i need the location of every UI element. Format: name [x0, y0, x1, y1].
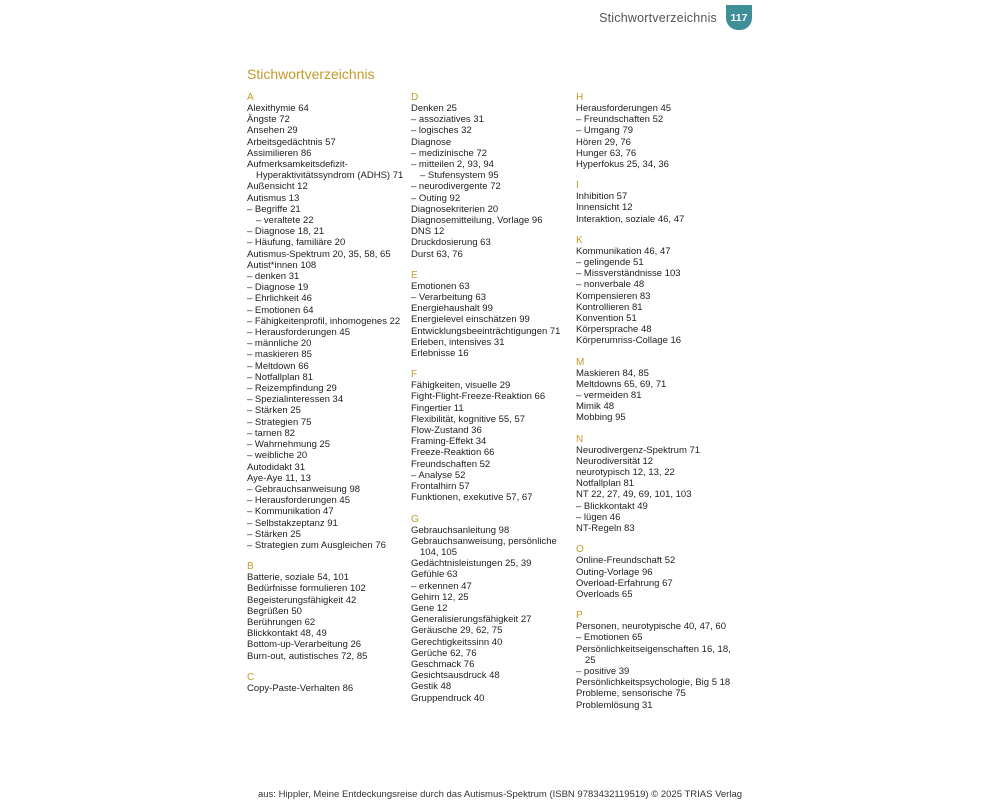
index-entry: Begrüßen 50: [247, 605, 302, 617]
index-entry: – gelingende 51: [576, 257, 644, 269]
index-entry: – Emotionen 64: [247, 304, 314, 316]
index-entry: – Verarbeitung 63: [411, 292, 487, 304]
index-entry: – Stärken 25: [247, 528, 301, 540]
index-entry: – Diagnose 19: [247, 282, 309, 294]
index-entry: Outing-Vorlage 96: [576, 566, 653, 578]
index-letter-heading: B: [247, 561, 254, 573]
index-entry: – Herausforderungen 45: [247, 495, 350, 507]
index-entry: Autismus 13: [247, 192, 300, 204]
index-entry: – Outing 92: [411, 192, 461, 204]
index-entry: Entwicklungsbeeinträchtigungen 71: [411, 325, 561, 337]
index-entry: – erkennen 47: [411, 580, 472, 592]
index-entry: – mitteilen 2, 93, 94: [411, 159, 494, 171]
index-entry: Notfallplan 81: [576, 478, 635, 490]
index-entry: Gehirn 12, 25: [411, 591, 469, 603]
index-entry: Autist*innen 108: [247, 259, 317, 271]
index-entry: – vermeiden 81: [576, 390, 642, 402]
index-entry: Außensicht 12: [247, 181, 308, 193]
index-entry: Geschmack 76: [411, 658, 475, 670]
index-entry: – nonverbale 48: [576, 279, 645, 291]
index-entry: Gebrauchsanleitung 98: [411, 524, 510, 536]
index-letter-heading: O: [576, 544, 584, 556]
index-entry: Maskieren 84, 85: [576, 367, 649, 379]
index-entry: – Umgang 79: [576, 125, 634, 137]
index-entry: Gene 12: [411, 602, 448, 614]
index-entry: neurotypisch 12, 13, 22: [576, 467, 675, 479]
index-entry: Inhibition 57: [576, 191, 628, 203]
index-entry: Fight-Flight-Freeze-Reaktion 66: [411, 391, 546, 403]
index-entry: – Blickkontakt 49: [576, 500, 648, 512]
index-entry: Frontalhirn 57: [411, 481, 470, 493]
index-entry: – Strategien 75: [247, 416, 312, 428]
index-entry: Online-Freundschaft 52: [576, 555, 676, 567]
index-entry: – denken 31: [247, 271, 300, 283]
index-entry: – maskieren 85: [247, 349, 312, 361]
index-entry: – Stärken 25: [247, 405, 301, 417]
index-entry: Diagnosekriterien 20: [411, 203, 499, 215]
index-entry: Energiehaushalt 99: [411, 303, 493, 315]
index-entry: Gefühle 63: [411, 569, 458, 581]
index-entry: Bedürfnisse formulieren 102: [247, 583, 366, 595]
index-entry: – tarnen 82: [247, 427, 296, 439]
index-entry: – medizinische 72: [411, 147, 488, 159]
index-entry: NT 22, 27, 49, 69, 101, 103: [576, 489, 692, 501]
index-entry: – Diagnose 18, 21: [247, 226, 325, 238]
index-entry: – Notfallplan 81: [247, 371, 314, 383]
index-entry: Aye-Aye 11, 13: [247, 472, 311, 484]
index-entry: Kommunikation 46, 47: [576, 245, 671, 257]
index-letter-heading: F: [411, 369, 418, 381]
index-entry: Flow-Zustand 36: [411, 425, 482, 437]
index-entry: Energielevel einschätzen 99: [411, 314, 530, 326]
index-entry: Durst 63, 76: [411, 248, 463, 260]
index-entry: – Begriffe 21: [247, 203, 301, 215]
index-entry: Diagnose: [411, 136, 452, 148]
index-entry: – Emotionen 65: [576, 632, 643, 644]
index-entry: Druckdosierung 63: [411, 237, 491, 249]
index-entry: Meltdowns 65, 69, 71: [576, 378, 667, 390]
index-entry: Hunger 63, 76: [576, 147, 637, 159]
index-entry: Erlebnisse 16: [411, 348, 469, 360]
index-entry: Generalisierungsfähigkeit 27: [411, 614, 532, 626]
index-entry: Aufmerksamkeitsdefizit-Hyperaktivitätssyndrom (ADHS) 71: [247, 159, 404, 182]
index-entry: – Reizempfindung 29: [247, 383, 337, 395]
index-entry: Bottom-up-Verarbeitung 26: [247, 639, 362, 651]
index-entry: Freundschaften 52: [411, 458, 491, 470]
index-entry: Berührungen 62: [247, 616, 316, 628]
index-entry: Herausforderungen 45: [576, 103, 672, 114]
index-entry: Ängste 72: [247, 114, 290, 126]
index-letter-heading: I: [576, 180, 579, 192]
index-entry: – Herausforderungen 45: [247, 327, 350, 339]
index-entry: Gesichtsausdruck 48: [411, 670, 500, 682]
index-entry: Gestik 48: [411, 681, 452, 693]
index-letter-heading: K: [576, 234, 583, 246]
index-entry: Geräusche 29, 62, 75: [411, 625, 503, 637]
index-entry: – Wahrnehmung 25: [247, 439, 331, 451]
index-entry: Erleben, intensives 31: [411, 336, 505, 348]
index-entry: Overloads 65: [576, 588, 633, 600]
index-entry: – lügen 46: [576, 511, 621, 523]
index-entry: – männliche 20: [247, 338, 312, 350]
index-entry: Autodidakt 31: [247, 461, 306, 473]
index-letter-heading: E: [411, 269, 418, 281]
index-entry: – Missverständnisse 103: [576, 268, 681, 280]
index-entry: Emotionen 63: [411, 280, 470, 292]
index-entry: Framing-Effekt 34: [411, 436, 487, 448]
index-column-3: [576, 92, 738, 711]
index-entry: Körperumriss-Collage 16: [576, 335, 682, 347]
index-entry: Personen, neurotypische 40, 47, 60: [576, 621, 726, 633]
index-entry: Interaktion, soziale 46, 47: [576, 213, 685, 225]
page-number-badge: 117: [726, 5, 752, 30]
index-letter-heading: N: [576, 433, 584, 445]
index-entry: Kontrollieren 81: [576, 301, 643, 313]
index-entry: Fähigkeiten, visuelle 29: [411, 380, 511, 392]
index-entry: Assimilieren 86: [247, 147, 312, 159]
index-entry: Diagnosemitteilung, Vorlage 96: [411, 215, 543, 227]
index-entry: Copy-Paste-Verhalten 86: [247, 682, 354, 694]
index-letter-heading: H: [576, 92, 584, 103]
index-title: Stichwortverzeichnis: [247, 66, 375, 82]
index-entry: – logisches 32: [411, 125, 472, 137]
index-entry: Konvention 51: [576, 313, 637, 325]
index-entry: Hören 29, 76: [576, 136, 631, 148]
index-entry: – Stufensystem 95: [420, 170, 499, 182]
index-column-2: [411, 92, 573, 704]
index-entry: Autismus-Spektrum 20, 35, 58, 65: [247, 248, 391, 260]
index-entry: Alexithymie 64: [247, 103, 309, 114]
index-entry: Funktionen, exekutive 57, 67: [411, 492, 533, 504]
index-letter-heading: C: [247, 671, 255, 683]
index-entry: Overload-Erfahrung 67: [576, 577, 673, 589]
index-entry: – Meltdown 66: [247, 360, 309, 372]
index-entry: NT-Regeln 83: [576, 523, 635, 535]
index-letter-heading: D: [411, 92, 419, 103]
index-entry: – Gebrauchsanweisung 98: [247, 483, 361, 495]
index-entry: Batterie, soziale 54, 101: [247, 572, 349, 584]
index-entry: – Häufung, familiäre 20: [247, 237, 346, 249]
index-entry: Denken 25: [411, 103, 457, 114]
index-entry: – Spezialinteressen 34: [247, 394, 344, 406]
index-entry: – Kommunikation 47: [247, 506, 334, 518]
index-entry: Mimik 48: [576, 401, 615, 413]
index-entry: Innensicht 12: [576, 202, 633, 214]
index-entry: – Selbstakzeptanz 91: [247, 517, 338, 529]
index-entry: Gebrauchsanweisung, persönliche 104, 105: [411, 535, 557, 558]
index-entry: – Strategien zum Ausgleichen 76: [247, 539, 386, 551]
index-entry: Burn-out, autistisches 72, 85: [247, 650, 368, 662]
index-entry: Ansehen 29: [247, 125, 298, 137]
index-entry: – veraltete 22: [256, 215, 314, 227]
index-entry: Hyperfokus 25, 34, 36: [576, 159, 669, 171]
index-entry: Gerechtigkeitssinn 40: [411, 636, 503, 648]
index-entry: Blickkontakt 48, 49: [247, 628, 327, 640]
index-entry: Gedächtnisleistungen 25, 39: [411, 558, 532, 570]
index-entry: – assoziatives 31: [411, 114, 484, 126]
index-entry: Freeze-Reaktion 66: [411, 447, 495, 459]
index-entry: Kompensieren 83: [576, 290, 651, 302]
index-letter-heading: P: [576, 610, 583, 622]
index-entry: Gerüche 62, 76: [411, 647, 477, 659]
index-letter-heading: A: [247, 92, 254, 103]
index-entry: Mobbing 95: [576, 412, 626, 424]
index-entry: Persönlichkeitspsychologie, Big 5 18: [576, 677, 731, 689]
index-entry: Neurodiversität 12: [576, 455, 654, 467]
source-footer: aus: Hippler, Meine Entdeckungsreise durch das Autismus-Spektrum (ISBN 9783432119519) © 2025 TRIAS Verlag: [257, 789, 743, 800]
running-head: [599, 5, 752, 30]
index-entry: – weibliche 20: [247, 450, 308, 462]
index-entry: – Fähigkeitenprofil, inhomogenes 22: [247, 315, 401, 327]
index-entry: – Ehrlichkeit 46: [247, 293, 312, 305]
index-entry: Körpersprache 48: [576, 324, 652, 336]
index-entry: Persönlichkeitseigenschaften 16, 18, 25: [576, 643, 731, 666]
index-entry: – Freundschaften 52: [576, 114, 664, 126]
index-entry: Problemlösung 31: [576, 699, 653, 711]
index-entry: Neurodivergenz-Spektrum 71: [576, 444, 701, 456]
index-entry: Fingertier 11: [411, 402, 464, 414]
index-entry: – neurodivergente 72: [411, 181, 501, 193]
index-entry: – Analyse 52: [411, 469, 466, 481]
index-entry: Flexibilität, kognitive 55, 57: [411, 413, 526, 425]
index-entry: – positive 39: [576, 665, 630, 677]
running-title: Stichwortverzeichnis: [599, 10, 717, 25]
index-entry: Arbeitsgedächtnis 57: [247, 136, 336, 148]
index-entry: Gruppendruck 40: [411, 692, 485, 704]
index-entry: Probleme, sensorische 75: [576, 688, 686, 700]
index-letter-heading: G: [411, 513, 419, 525]
index-letter-heading: M: [576, 356, 585, 368]
index-entry: Begeisterungsfähigkeit 42: [247, 594, 357, 606]
index-column-1: [247, 92, 409, 694]
index-entry: DNS 12: [411, 226, 445, 238]
